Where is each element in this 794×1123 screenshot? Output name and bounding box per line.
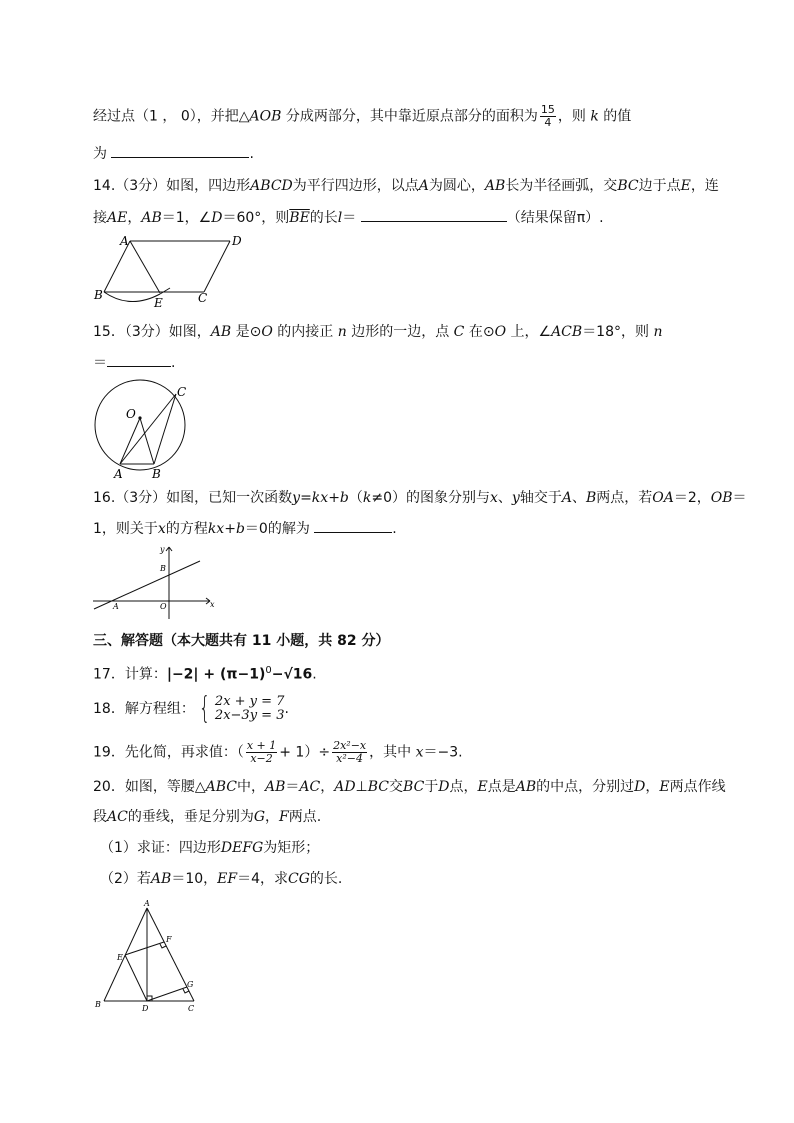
q17: 17．计算：$|-2| + (\pi-1)^0-√16$.: [93, 665, 317, 683]
q18: 18．解方程组： { 2x + y = 7 2x−3y = 3 .: [93, 691, 289, 726]
q15-line-1: 15．（3分）如图，AB 是⊙O 的内接正 n 边形的一边，点 C 在⊙O 上，∠ACB＝18°，则 n: [93, 324, 663, 340]
center-point: [138, 416, 141, 419]
label-A: A: [113, 602, 119, 611]
q20-sub-2: （2）若AB＝10，EF＝4，求CG的长.: [100, 871, 343, 887]
label-B: B: [160, 564, 166, 573]
q19: 19．先化简，再求值：（ $\frac{x + 1}{x-2}$ + 1）÷ $\frac{\text{2x²−x}}{\text{x²−4}}$ ，其中 x＝−3.: [93, 739, 463, 765]
label-B: B: [95, 1000, 101, 1009]
arc-be-figure: [104, 292, 160, 302]
label-B: B: [94, 288, 103, 302]
answer-blank-15[interactable]: [107, 352, 171, 367]
label-x: x: [210, 600, 215, 609]
label-A: A: [144, 899, 150, 908]
function-line: [94, 561, 200, 609]
label-G: G: [187, 980, 194, 989]
segment-oa: [120, 418, 140, 464]
segment-ac: [120, 394, 176, 464]
segment-dg: [147, 987, 187, 1001]
equation-system: { 2x + y = 7 2x−3y = 3: [198, 691, 285, 726]
label-A: A: [114, 467, 123, 481]
fraction-1: $\frac{x + 1}{x-2}$: [246, 739, 277, 765]
label-O: O: [126, 407, 136, 421]
q14-line-2: 接AE，AB＝1，∠D＝60°，则$\overline{BE}$的长l＝ （结果保留π）.: [93, 207, 604, 228]
answer-blank-16[interactable]: [314, 518, 392, 533]
label-F: F: [166, 935, 172, 944]
segment-ae: [130, 241, 160, 293]
label-E: E: [117, 953, 123, 962]
answer-blank-13[interactable]: [111, 143, 249, 158]
q14-line-1: 14.（3分）如图，四边形ABCD为平行四边形，以点A为圆心，AB长为半径画弧，交BC边于点E，连: [93, 178, 719, 194]
answer-blank-14[interactable]: [361, 207, 507, 222]
q13-line-2: 为 .: [93, 143, 254, 164]
label-C: C: [177, 385, 187, 399]
figure-linear-graph: [90, 543, 225, 621]
segment-bc: [154, 394, 176, 464]
label-y: y: [160, 545, 165, 554]
q16-line-1: 16.（3分）如图，已知一次函数y=kx+b（k≠0）的图象分别与x、y轴交于A、B两点，若OA＝2，OB＝: [93, 490, 747, 506]
arc-be: $\overline{BE}$: [289, 210, 310, 226]
label-B: B: [152, 467, 161, 481]
arc-tail: [160, 288, 170, 294]
circle-o: [95, 380, 185, 470]
figure-isosceles-triangle: [90, 898, 210, 1016]
q15-line-2: ＝ .: [93, 352, 175, 373]
label-C: C: [188, 1004, 195, 1013]
label-A: A: [120, 234, 129, 248]
segment-dc: [204, 241, 230, 292]
fraction-2: $\frac{\text{2x²−x}}{\text{x²−4}}$: [333, 739, 367, 765]
label-C: C: [198, 291, 208, 305]
q20-line-1: 20．如图，等腰△ABC中，AB＝AC，AD⊥BC交BC于D点，E点是AB的中点，分别过D，E两点作线: [93, 779, 726, 795]
q20-sub-1: （1）求证：四边形DEFG为矩形；: [100, 840, 320, 856]
q13-line-1: 经过点（1 ， 0），并把△AOB 分成两部分，其中靠近原点部分的面积为 $\frac{15}{4}$ ，则 k 的值: [93, 103, 632, 129]
label-D: D: [142, 1004, 149, 1013]
q20-line-2: 段AC的垂线，垂足分别为G，F两点.: [93, 809, 322, 825]
figure-parallelogram: [90, 230, 250, 310]
figure-circle: [90, 378, 200, 483]
segment-ed: [125, 955, 147, 1001]
fraction-15-4: $\frac{15}{4}$: [540, 103, 555, 129]
q16-line-2: 1，则关于x的方程kx+b＝0的解为 .: [93, 518, 397, 539]
label-E: E: [154, 296, 163, 310]
segment-ab: [104, 241, 130, 292]
label-D: D: [232, 234, 242, 248]
label-O: O: [160, 602, 167, 611]
section-3-title: 三、解答题（本大题共有 11 小题，共 82 分）: [93, 633, 390, 649]
